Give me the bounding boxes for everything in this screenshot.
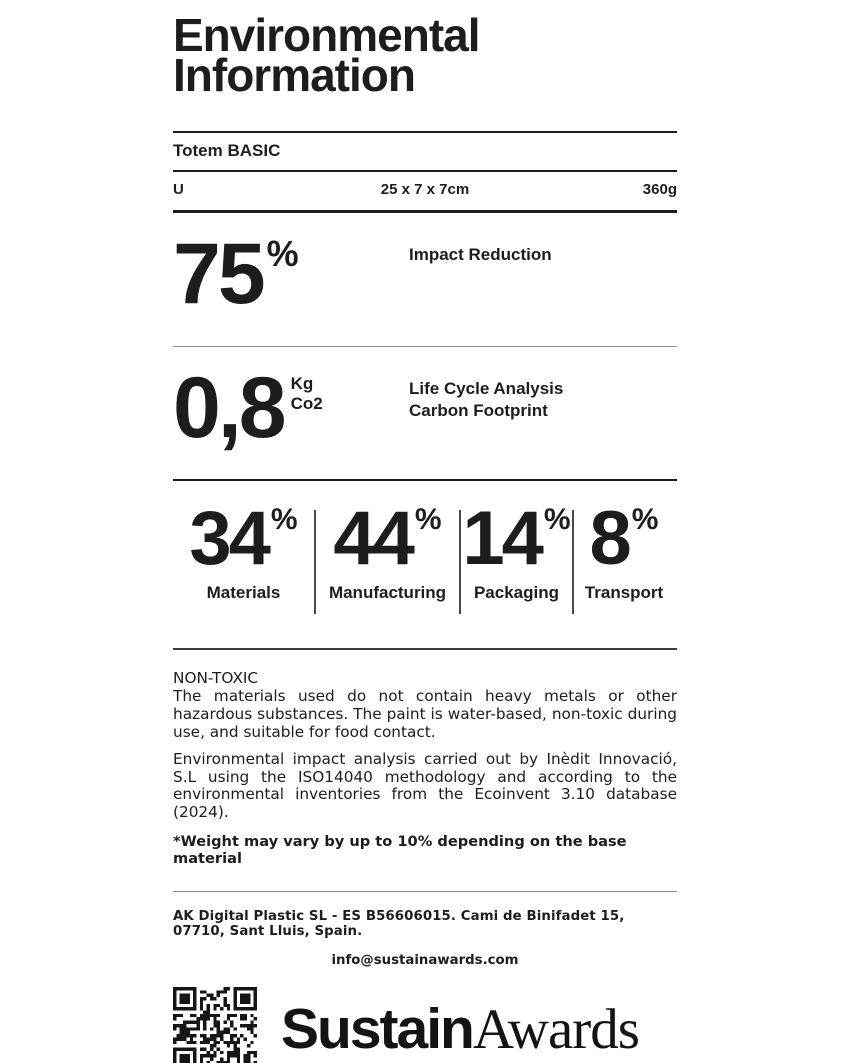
qr-code-icon: [173, 987, 257, 1063]
materials-percent-sign: %: [270, 503, 298, 537]
carbon-footprint-label-line1: Life Cycle Analysis: [409, 378, 564, 398]
manufacturing-value: 44: [333, 496, 412, 582]
label-content: [173, 0, 677, 1063]
carbon-unit-co2: Co2: [290, 394, 323, 413]
impact-reduction-figure: [173, 226, 409, 323]
transport-label: Transport: [584, 582, 664, 602]
logo-awards: Awards: [472, 997, 639, 1061]
carbon-footprint-unit: [291, 374, 323, 415]
packaging-figure: [462, 496, 571, 582]
sustain-awards-logo: [281, 996, 639, 1061]
product-spec-row: [173, 172, 677, 210]
page-title-line1: Environmental: [173, 9, 480, 61]
carbon-footprint-section: [173, 347, 677, 480]
spec-weight: 360g: [642, 181, 677, 199]
spec-dimensions: 25 x 7 x 7cm: [380, 181, 470, 199]
page-title-line2: Information: [173, 48, 415, 101]
impact-breakdown-section: [173, 481, 677, 648]
impact-reduction-percent-sign: %: [266, 233, 299, 275]
contact-email: info@sustainawards.com: [331, 953, 519, 969]
manufacturing-figure: [333, 496, 442, 582]
breakdown-transport: [574, 496, 674, 603]
breakdown-packaging: [461, 496, 572, 603]
impact-reduction-section: [173, 213, 677, 346]
nontoxic-paragraph: The materials used do not contain heavy metals or other hazardous substances. The paint is water-based, non-toxic during use, and suitable for food contact.: [173, 687, 677, 741]
notes-section: [173, 650, 677, 867]
packaging-label: Packaging: [473, 582, 560, 602]
materials-value: 34: [189, 496, 268, 582]
impact-reduction-label-block: [409, 239, 677, 310]
packaging-value: 14: [462, 496, 541, 582]
carbon-footprint-label-block: [409, 373, 677, 444]
logo-sustain: Sustain: [281, 996, 473, 1061]
carbon-footprint-figure: [173, 359, 409, 456]
product-name: Totem BASIC: [173, 141, 281, 161]
breakdown-manufacturing: [316, 496, 459, 603]
footer-brand-row: [173, 987, 677, 1063]
materials-label: Materials: [206, 582, 281, 602]
manufacturing-label: Manufacturing: [328, 582, 447, 602]
impact-reduction-value: 75: [173, 226, 263, 323]
weight-disclaimer: *Weight may vary by up to 10% depending on the base material: [173, 833, 627, 868]
page-title: [173, 9, 677, 101]
carbon-footprint-value: 0,8: [173, 359, 284, 456]
packaging-percent-sign: %: [543, 503, 571, 537]
impact-reduction-label: Impact Reduction: [409, 245, 552, 265]
spec-unit: U: [173, 181, 184, 199]
transport-value: 8: [589, 496, 629, 582]
carbon-footprint-label-line2: Carbon Footprint: [409, 400, 548, 420]
company-address: AK Digital Plastic SL - ES B56606015. Cami de Binifadet 15, 07710, Sant Lluis, Spain.: [173, 909, 625, 940]
carbon-unit-kg: Kg: [290, 373, 314, 393]
nontoxic-heading: NON-TOXIC: [173, 669, 259, 688]
transport-percent-sign: %: [631, 503, 659, 537]
breakdown-materials: [173, 496, 314, 603]
materials-figure: [189, 496, 298, 582]
transport-figure: [589, 496, 659, 582]
manufacturing-percent-sign: %: [414, 503, 442, 537]
analysis-paragraph: Environmental impact analysis carried out by Inèdit Innovació, S.L using the ISO14040 methodology and according to the environmental inventories from the Ecoinvent 3.10 database (2024).: [173, 749, 677, 822]
